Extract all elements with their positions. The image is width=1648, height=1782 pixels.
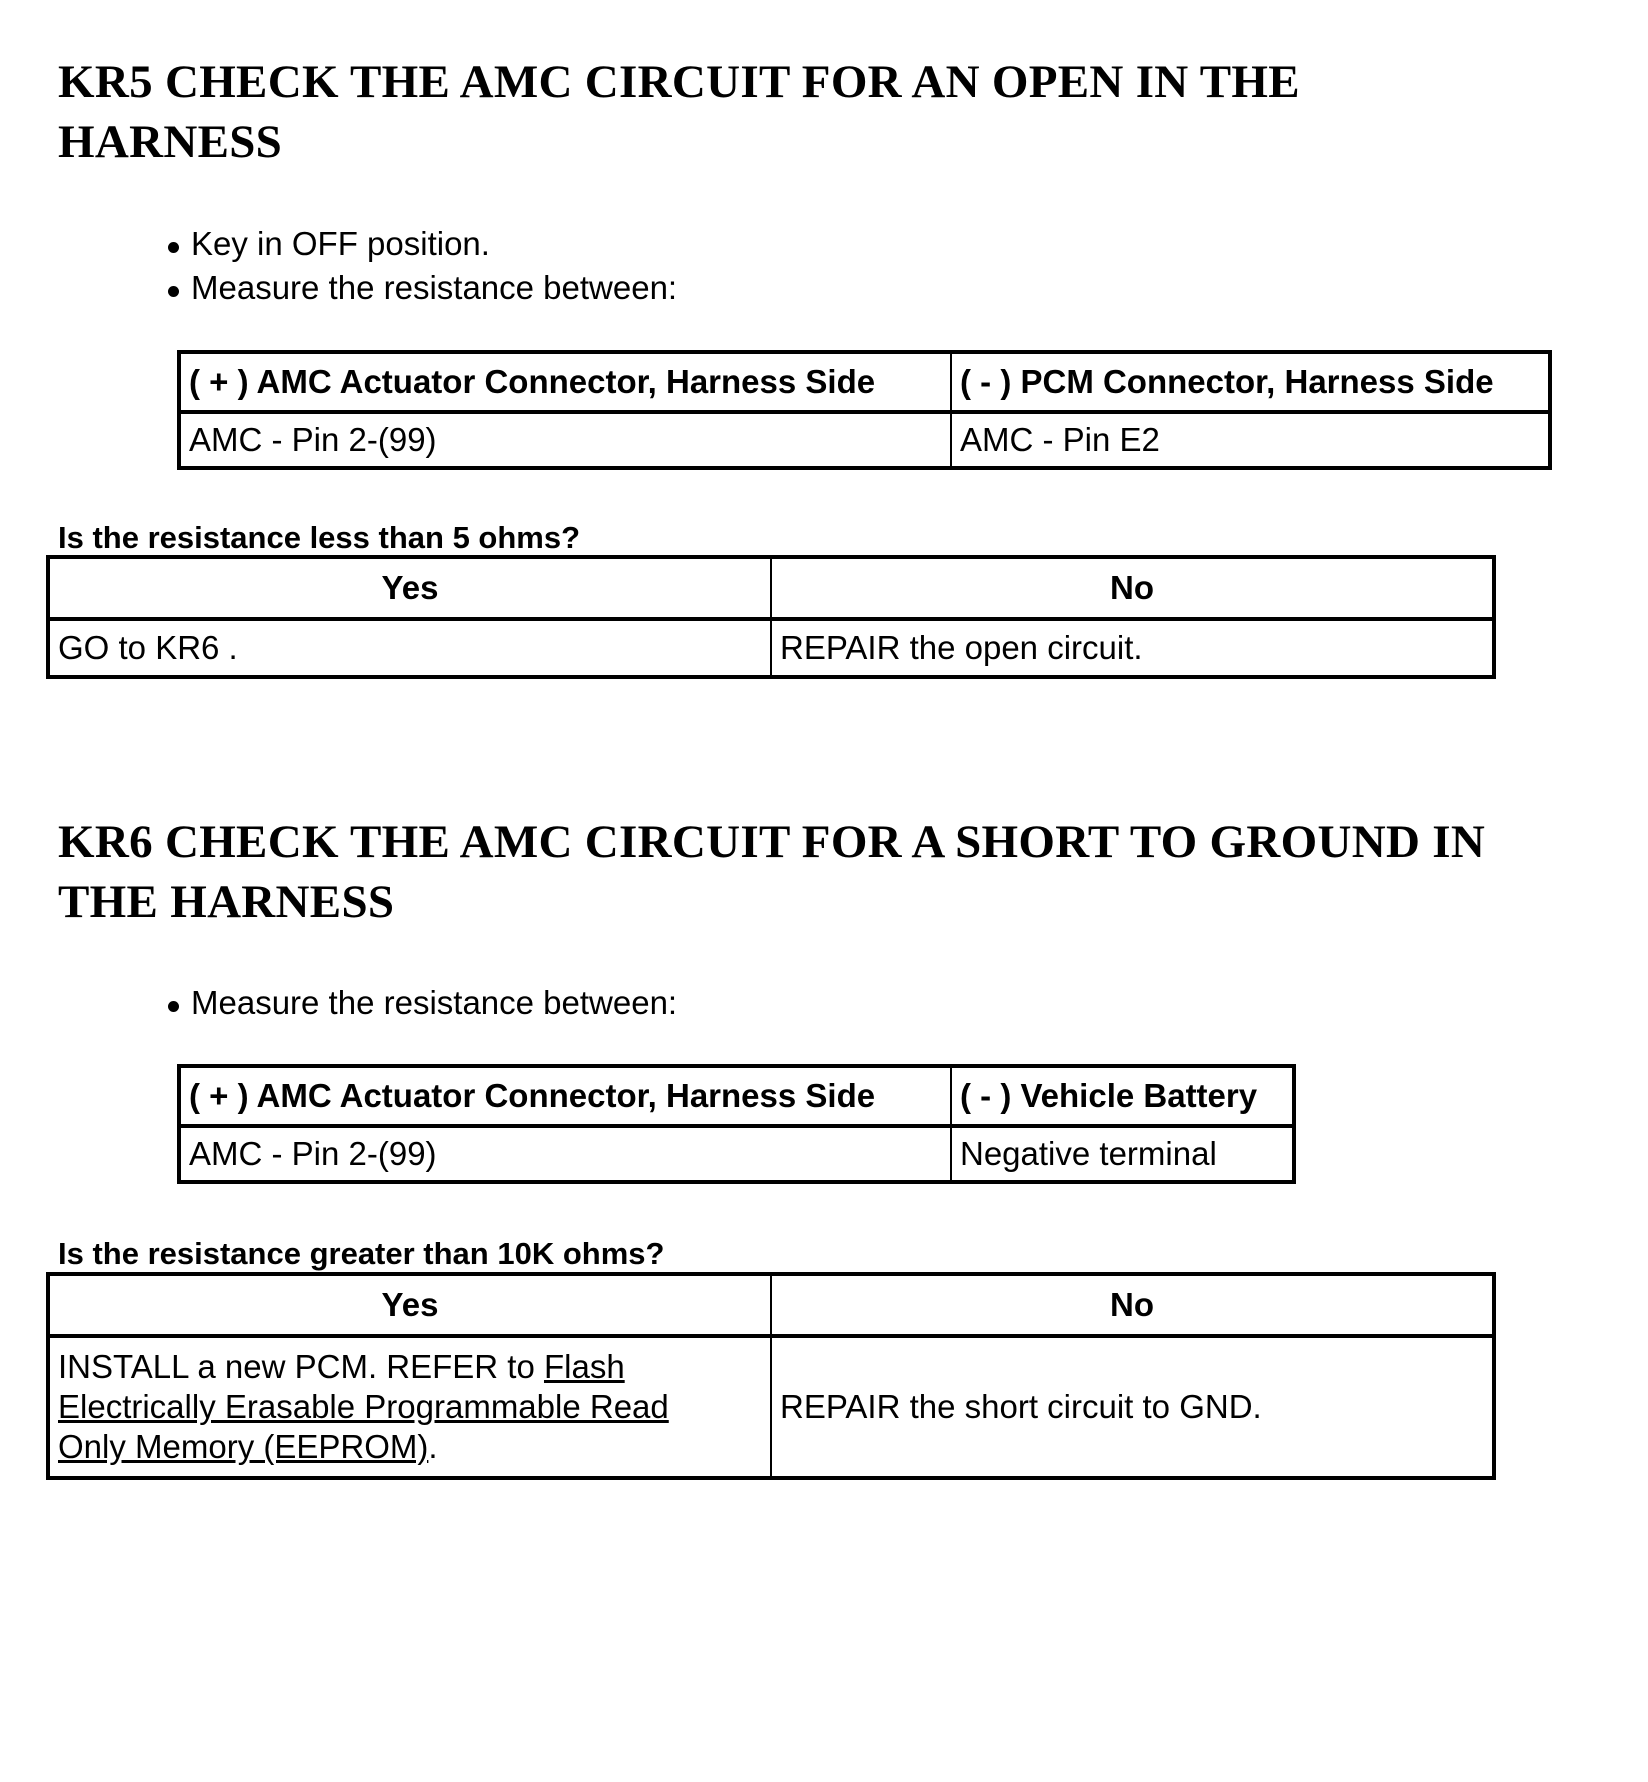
kr6-measure-table	[177, 1064, 1296, 1184]
kr5-heading-line1: KR5 CHECK THE AMC CIRCUIT FOR AN OPEN IN THE	[58, 56, 1300, 108]
kr5-bullet-item: Measure the resistance between:	[164, 266, 677, 310]
kr5-measure-col1-value: AMC - Pin 2-(99)	[179, 412, 951, 468]
kr5-heading	[58, 52, 1300, 172]
kr6-yes-text-suffix: .	[428, 1428, 438, 1465]
kr5-bullet-list	[164, 222, 677, 310]
kr6-question: Is the resistance greater than 10K ohms?	[58, 1236, 665, 1271]
kr5-no-header: No	[771, 557, 1494, 619]
kr6-heading-line1: KR6 CHECK THE AMC CIRCUIT FOR A SHORT TO GROUND IN	[58, 816, 1486, 868]
kr6-measure-col2-header: ( - ) Vehicle Battery	[951, 1066, 1294, 1126]
kr5-heading-line2: HARNESS	[58, 116, 283, 168]
kr5-question: Is the resistance less than 5 ohms?	[58, 520, 581, 555]
kr6-heading-line2: THE HARNESS	[58, 876, 395, 928]
kr5-yes-cell: GO to KR6 .	[48, 619, 771, 677]
kr6-bullet-item: Measure the resistance between:	[164, 981, 677, 1025]
kr6-measure-col2-value: Negative terminal	[951, 1126, 1294, 1182]
kr6-measure-col1-value: AMC - Pin 2-(99)	[179, 1126, 951, 1182]
kr6-no-cell: REPAIR the short circuit to GND.	[771, 1336, 1494, 1478]
kr6-no-header: No	[771, 1274, 1494, 1336]
kr5-measure-table	[177, 350, 1552, 470]
kr5-result-table	[46, 555, 1496, 679]
kr5-no-cell: REPAIR the open circuit.	[771, 619, 1494, 677]
kr6-heading	[58, 812, 1485, 932]
kr6-result-table	[46, 1272, 1496, 1480]
kr5-measure-col2-header: ( - ) PCM Connector, Harness Side	[951, 352, 1550, 412]
kr5-yes-header: Yes	[48, 557, 771, 619]
kr6-yes-text-prefix: INSTALL a new PCM. REFER to	[58, 1348, 544, 1385]
kr5-measure-col2-value: AMC - Pin E2	[951, 412, 1550, 468]
kr6-yes-cell	[48, 1336, 771, 1478]
kr6-measure-col1-header: ( + ) AMC Actuator Connector, Harness Side	[179, 1066, 951, 1126]
kr5-bullet-item: Key in OFF position.	[164, 222, 677, 266]
kr5-measure-col1-header: ( + ) AMC Actuator Connector, Harness Side	[179, 352, 951, 412]
eeprom-procedure-link[interactable]: Flash Electrically Erasable Programmable Read Only Memory (EEPROM)	[58, 1348, 669, 1465]
kr6-bullet-list	[164, 981, 677, 1025]
kr6-yes-header: Yes	[48, 1274, 771, 1336]
